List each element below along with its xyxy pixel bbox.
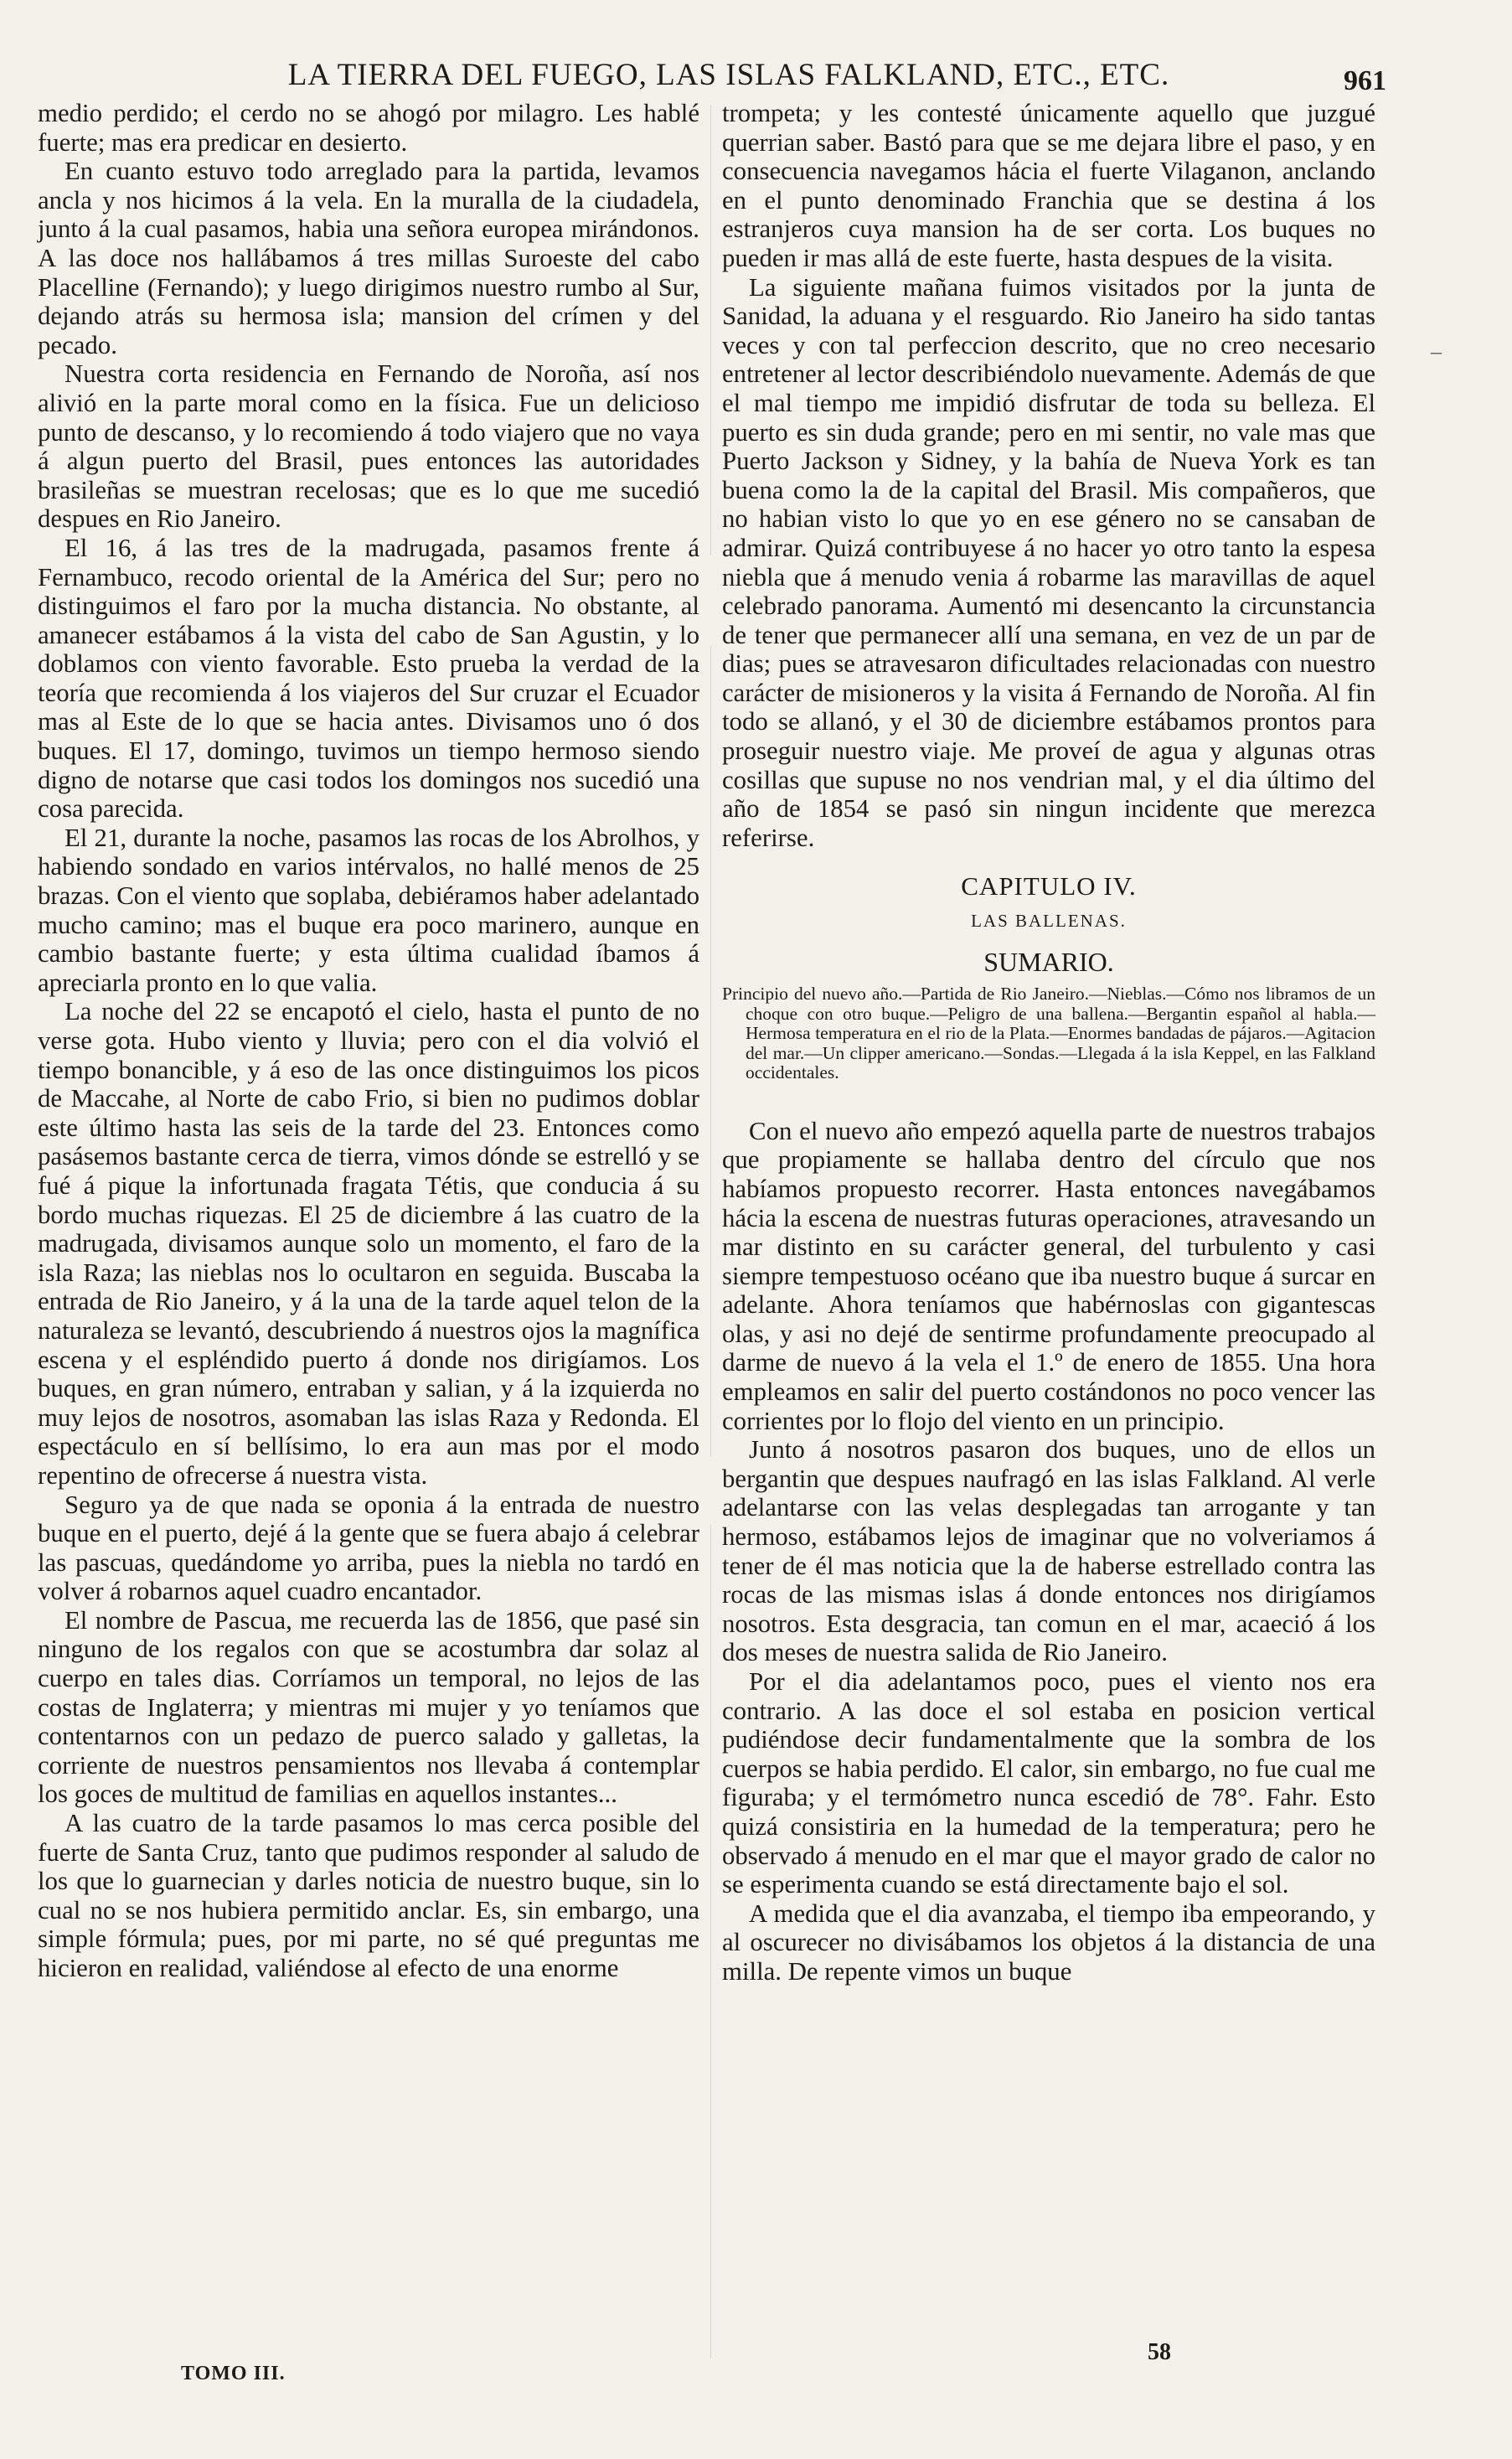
paragraph: A las cuatro de la tarde pasamos lo mas cerca posible del fuerte de Santa Cruz, tanto que pudimos responder al saludo de los que lo guarnecian y darles noticia de nuestro buque, sin lo cual no se nos hubiera permitido anclar. Es, sin embargo, una simple fórmula; pues, por mi parte, no sé qué preguntas me hicieron en realidad, valiéndose al efecto de una enorme (38, 1809, 699, 1982)
sumario-heading: SUMARIO. (983, 946, 1114, 977)
paragraph: Con el nuevo año empezó aquella parte de nuestros trabajos que propiamente se hallaba dentro del círculo que nos habíamos propuesto recorrer. Hasta entonces navegábamos hácia la escena de nuestras futuras operaciones, atravesando un mar distinto en su carácter general, del turbulento y casi siempre tempestuoso océano que iba nuestro buque á surcar en adelante. Ahora teníamos que habérnoslas con gigantescas olas, y asi no dejé de sentirme profundamente preocupado al darme de nuevo á la vela el 1.º de enero de 1855. Una hora empleamos en salir del puerto costándonos no poco vencer las corrientes por lo flojo del viento en un principio. (722, 1116, 1375, 1435)
paragraph: El nombre de Pascua, me recuerda las de 1856, que pasé sin ninguno de los regalos con que se acostumbra dar solaz al cuerpo en tales dias. Corríamos un temporal, no lejos de las costas de Inglaterra; y mientras mi mujer y yo teníamos que contentarnos con un pedazo de puerco salado y galletas, la corriente de nuestros pensamientos nos llevaba á contemplar los goces de multitud de familias en aquellos instantes... (38, 1605, 699, 1809)
sumario-body: Principio del nuevo año.—Partida de Rio Janeiro.—Nieblas.—Cómo nos libramos de un choque con otro buque.—Peligro de una ballena.—Bergantin español al habla.—Hermosa temperatura en el rio de la Plata.—Enormes bandadas de pájaros.—Agitacion del mar.—Un clipper americano.—Sondas.—Llegada á la isla Keppel, en las Falkland occidentales. (722, 984, 1375, 1083)
right-column (722, 99, 1375, 1986)
paragraph: Seguro ya de que nada se oponia á la entrada de nuestro buque en el puerto, dejé á la gente que se fuera abajo á celebrar las pascuas, quedándome yo arriba, pues la niebla no tardó en volver á robarnos aquel cuadro encantador. (38, 1490, 699, 1606)
paragraph: Nuestra corta residencia en Fernando de Noroña, así nos alivió en la parte moral como en la física. Fue un delicioso punto de descanso, y lo recomiendo á todo viajero que no vaya á algun puerto del Brasil, pues entonces las autoridades brasileñas se muestran recelosas; que es lo que me sucedió despues en Rio Janeiro. (38, 359, 699, 534)
paragraph: La noche del 22 se encapotó el cielo, hasta el punto de no verse gota. Hubo viento y lluvia; pero con el dia volvió el tiempo bonancible, y á eso de las once distinguimos los picos de Maccahe, al Norte de cabo Frio, si bien no pudimos doblar este último hasta las seis de la tarde del 23. Entonces como pasásemos bastante cerca de tierra, vimos dónde se estrelló y se fué á pique la infortunada fragata Tétis, que conducia á su bordo muchas riquezas. El 25 de diciembre á las cuatro de la madrugada, divisamos aunque solo un momento, el faro de la isla Raza; las nieblas nos lo ocultaron en seguida. Buscaba la entrada de Rio Janeiro, y á la una de la tarde aquel telon de la naturaleza se levantó, descubriendo á nuestros ojos la magnífica escena y el espléndido puerto á donde nos dirigíamos. Los buques, en gran número, entraban y salian, y á la izquierda no muy lejos de nosotros, asomaban las islas Raza y Redonda. El espectáculo en sí bellísimo, lo era aun mas por el modo repentino de ofrecerse á nuestra vista. (38, 997, 699, 1490)
running-title: LA TIERRA DEL FUEGO, LAS ISLAS FALKLAND, ETC., ETC. (287, 58, 1170, 92)
paragraph: El 16, á las tres de la madrugada, pasamos frente á Fernambuco, recodo oriental de la América del Sur; pero no distinguimos el faro por la mucha distancia. No obstante, al amanecer estábamos á la vista del cabo de San Agustin, y lo doblamos con viento favorable. Esto prueba la verdad de la teoría que recomienda á los viajeros del Sur cruzar el Ecuador mas al Este de lo que se hacia antes. Divisamos uno ó dos buques. El 17, domingo, tuvimos un tiempo hermoso siendo digno de notarse que casi todos los domingos nos sucedió una cosa parecida. (38, 533, 699, 824)
paragraph: El 21, durante la noche, pasamos las rocas de los Abrolhos, y habiendo sondado en varios intérvalos, no hallé menos de 25 brazas. Con el viento que soplaba, debiéramos haber adelantado mucho camino; mas el buque era poco marinero, aunque en cambio bastante fuerte; y esta última cualidad íbamos á apreciarla pronto en lo que valia. (38, 823, 699, 997)
page-number: 961 (1344, 65, 1386, 96)
margin-mark: – (1431, 339, 1442, 364)
paragraph: trompeta; y les contesté únicamente aquello que juzgué querrian saber. Bastó para que se me dejara libre el paso, y en consecuencia navegamos hácia el fuerte Vilaganon, anclando en el punto denominado Franchia que se destina á los estranjeros cuya mansion ha de ser corta. Los buques no pueden ir mas allá de este fuerte, hasta despues de la visita. (722, 99, 1375, 272)
chapter-title: CAPITULO IV. (961, 871, 1137, 901)
paragraph: medio perdido; el cerdo no se ahogó por milagro. Les hablé fuerte; mas era predicar en desierto. (38, 99, 699, 157)
paragraph: La siguiente mañana fuimos visitados por la junta de Sanidad, la aduana y el resguardo. Rio Janeiro ha sido tantas veces y con tal perfeccion descrito, que no creo necesario entretener al lector describiéndolo nuevamente. Además de que el mal tiempo me impidió disfrutar de toda su belleza. El puerto es sin duda grande; pero en mi sentir, no vale mas que Puerto Jackson y Sidney, y la bahía de Nueva York es tan buena como la de la capital del Brasil. Mis compañeros, que no habian visto lo que yo en ese género no se cansaban de admirar. Quizá contribuyese á no hacer yo otro tanto la espesa niebla que á menudo venia á robarme las maravillas de aquel celebrado panorama. Aumentó mi desencanto la circunstancia de tener que permanecer allí una semana, en vez de un par de dias; pues se atravesaron dificultades relacionadas con nuestro carácter de misioneros y la visita á Fernando de Noroña. Al fin todo se allanó, y el 30 de diciembre estábamos prontos para proseguir nuestro viaje. Me proveí de agua y algunas otras cosillas que supuse no nos vendrian mal, y el dia último del año de 1854 se pasó sin ningun incidente que merezca referirse. (722, 272, 1375, 852)
paragraph: A medida que el dia avanzaba, el tiempo iba empeorando, y al oscurecer no divisábamos los objetos á la distancia de una milla. De repente vimos un buque (722, 1898, 1375, 1986)
paragraph: Junto á nosotros pasaron dos buques, uno de ellos un bergantin que despues naufragó en las islas Falkland. Al verle adelantarse con las velas desplegadas tan arrogante y tan hermoso, estábamos lejos de imaginar que no volveriamos á tener de él mas noticia que la de haberse estrellado contra las rocas de las mismas islas á donde entonces nos dirigíamos nosotros. Esta desgracia, tan comun en el mar, acaeció á los dos meses de nuestra salida de Rio Janeiro. (722, 1435, 1375, 1667)
signature-mark: 58 (1148, 2339, 1171, 2365)
paragraph: Por el dia adelantamos poco, pues el viento nos era contrario. A las doce el sol estaba en posicion vertical pudiéndose decir fundamentalmente que la sombra de los cuerpos se habia perdido. El calor, sin embargo, no fue cual me figuraba; y el termómetro nunca escedió de 78°. Fahr. Esto quizá consistiria en la humedad de la temperatura; pero he observado á menudo en el mar que el mayor grado de calor no se esperimenta cuando se está directamente bajo el sol. (722, 1667, 1375, 1899)
column-divider (710, 105, 711, 2358)
paragraph: En cuanto estuvo todo arreglado para la partida, levamos ancla y nos hicimos á la vela. En la muralla de la ciudadela, junto á la cual pasamos, habia una señora europea mirándonos. A las doce nos hallábamos á tres millas Suroeste del cabo Placelline (Fernando); y luego dirigimos nuestro rumbo al Sur, dejando atrás su hermosa isla; mansion del crímen y del pecado. (38, 157, 699, 359)
left-column (38, 99, 699, 1983)
volume-label: TOMO III. (181, 2363, 286, 2384)
chapter-subtitle: LAS BALLENAS. (971, 911, 1127, 932)
sumario-text (722, 984, 1375, 1083)
